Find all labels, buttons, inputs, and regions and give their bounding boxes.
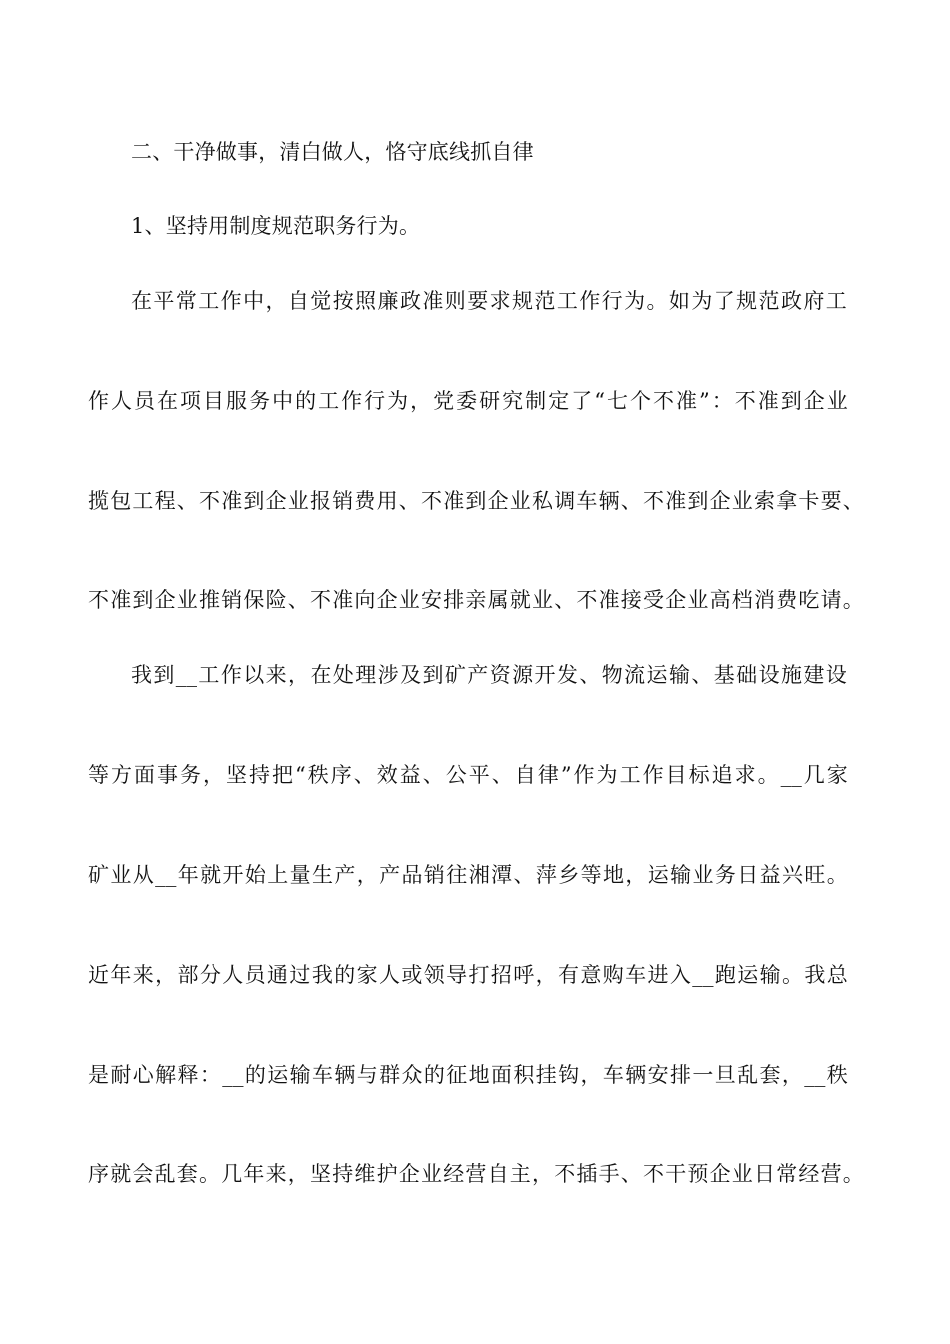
paragraph-line: 在平常工作中，自觉按照廉政准则要求规范工作行为。如为了规范政府工 xyxy=(131,289,847,313)
paragraph-line: 矿业从__年就开始上量生产，产品销往湘潭、萍乡等地，运输业务日益兴旺。 xyxy=(88,863,848,887)
paragraph-line: 揽包工程、不准到企业报销费用、不准到企业私调车辆、不准到企业索拿卡要、 xyxy=(88,489,864,513)
paragraph-line: 等方面事务，坚持把“秩序、效益、公平、自律”作为工作目标追求。__几家 xyxy=(88,763,849,787)
paragraph-line: 近年来，部分人员通过我的家人或领导打招呼，有意购车进入__跑运输。我总 xyxy=(88,963,848,987)
section-heading: 二、干净做事，清白做人，恪守底线抓自律 xyxy=(131,140,534,164)
paragraph-line: 我到__工作以来，在处理涉及到矿产资源开发、物流运输、基础设施建设 xyxy=(131,663,847,687)
paragraph-line: 序就会乱套。几年来，坚持维护企业经营自主，不插手、不干预企业日常经营。 xyxy=(88,1162,864,1186)
subsection-heading: 1、坚持用制度规范职务行为。 xyxy=(131,214,421,238)
paragraph-line: 是耐心解释：__的运输车辆与群众的征地面积挂钩，车辆安排一旦乱套，__秩 xyxy=(88,1063,848,1087)
paragraph-line: 作人员在项目服务中的工作行为，党委研究制定了“七个不准”：不准到企业 xyxy=(88,389,848,413)
paragraph-line: 不准到企业推销保险、不准向企业安排亲属就业、不准接受企业高档消费吃请。 xyxy=(88,588,864,612)
